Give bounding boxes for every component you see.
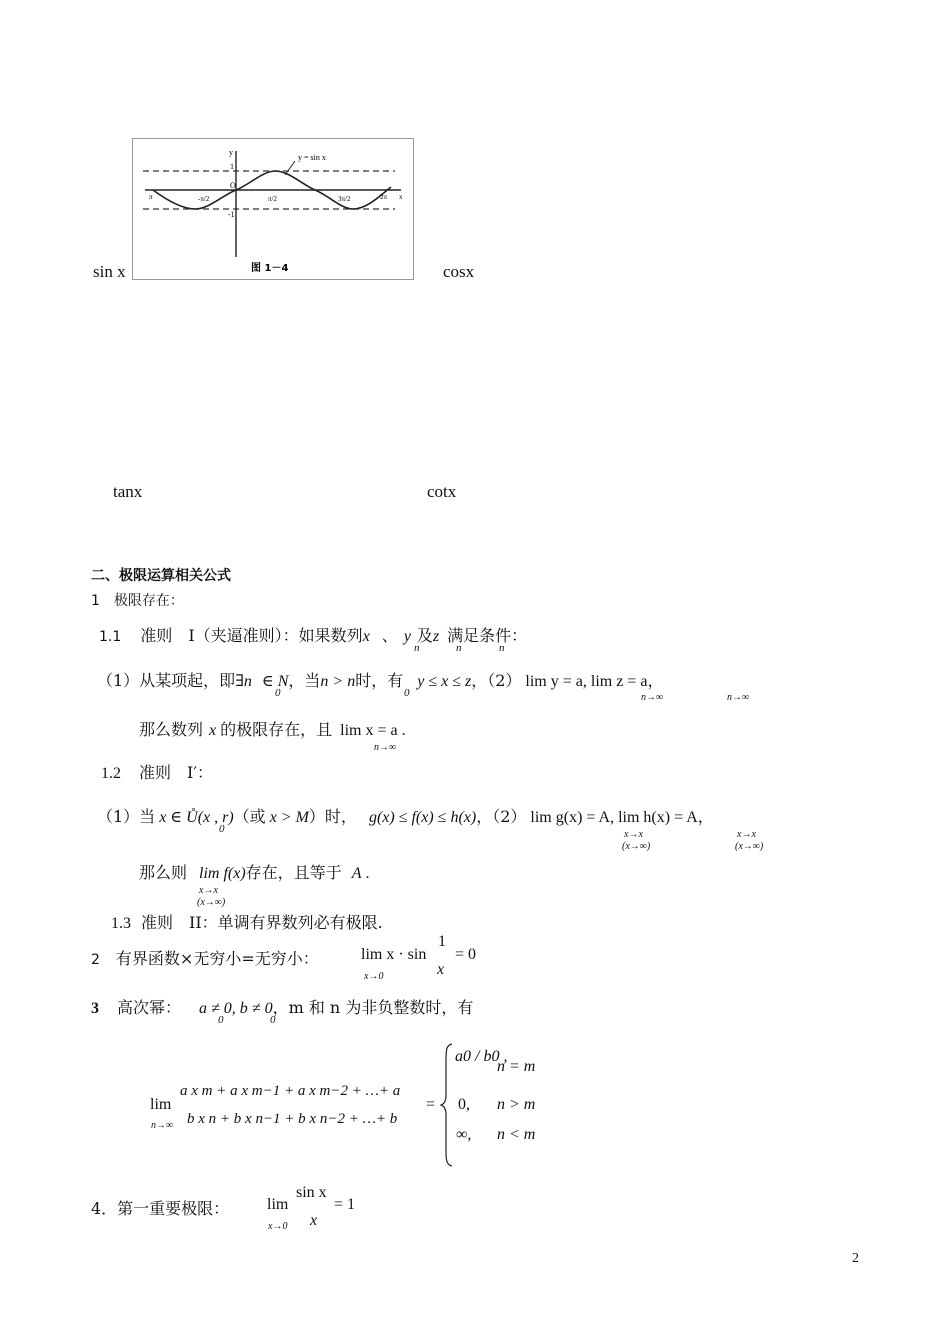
then1-line	[139, 717, 406, 740]
item2-frac-den: x	[437, 961, 445, 978]
cot-label: cotx	[427, 482, 457, 501]
case1-condition: n = m	[497, 1058, 536, 1075]
item4-frac-den: x	[310, 1212, 318, 1229]
cond2-lim-h-sub-b: (x→∞)	[735, 841, 764, 852]
then2-line	[139, 860, 369, 883]
then1-text-b: 的极限存在，且	[220, 720, 333, 739]
cond2-lead: （1）当	[97, 807, 156, 826]
x-tick-neg-half-pi: -π/2	[198, 195, 210, 203]
cond2-lim-g-sub-b: (x→∞)	[622, 841, 651, 852]
y-tick-neg1: -1	[228, 210, 235, 219]
case2-value: 0,	[458, 1096, 470, 1113]
bigformula-eq: =	[426, 1096, 436, 1113]
cond1-sub-n0: 0	[275, 687, 281, 699]
cond1-part2: ，（2）	[471, 671, 522, 690]
item4-eq: = 1	[334, 1196, 356, 1213]
figure-caption: 图 1－4	[251, 263, 289, 274]
cond1-n-gt: n > n	[320, 673, 356, 690]
item1-heading: 1 极限存在：	[91, 593, 184, 609]
cond2-lim-h: lim h(x) = A	[618, 809, 698, 826]
y-tick-1: 1	[230, 162, 234, 171]
cond1-lead: （1）从某项起，即	[97, 671, 236, 690]
item2-frac-num: 1	[438, 933, 446, 950]
cond2-part2: ，（2）	[476, 807, 527, 826]
section-title: 二、极限运算相关公式	[91, 568, 231, 584]
cond1-tail: ，	[647, 671, 664, 690]
cond2-lim-g-sub-a: x→x	[624, 829, 643, 840]
cond2-line	[97, 804, 714, 827]
then2-A: A	[351, 865, 362, 882]
item4-lim: lim	[267, 1196, 289, 1213]
rule11-num: 1.1	[99, 629, 122, 645]
then1-lim-sub: n→∞	[374, 742, 397, 753]
item4-text: 4．第一重要极限：	[91, 1199, 230, 1218]
item2-eq: = 0	[455, 946, 477, 963]
item3-sub-a0: 0	[218, 1014, 224, 1026]
rule11-text-b: 满足条件：	[447, 626, 528, 645]
bigformula-denominator: b x n + b x n−1 + b x n−2 + …+ b	[187, 1111, 398, 1127]
cond1-lims: lim y = a, lim z = a	[525, 673, 648, 690]
curve-label: y = sin x	[298, 153, 326, 162]
case3-condition: n < m	[497, 1126, 536, 1143]
rule12-num: 1.2	[101, 765, 121, 782]
then1-lim: lim x = a	[340, 722, 398, 739]
cond2-lim-g: lim g(x) = A,	[530, 809, 615, 826]
cond2-x-in: x ∈ Ů(x , r)	[159, 809, 234, 826]
then1-dot: .	[401, 722, 406, 739]
cond1-when: ，当	[288, 671, 321, 690]
rule11-z: z	[432, 628, 440, 645]
bigformula-numerator: a x m + a x m−1 + a x m−2 + …+ a	[180, 1083, 401, 1099]
rule12-text: 准则 I′：	[139, 763, 213, 782]
item2-lim: lim x · sin	[361, 946, 427, 963]
item4-frac-num: sin x	[296, 1184, 327, 1201]
x-tick-2pi: 2π	[380, 193, 388, 201]
origin-label: O	[230, 181, 236, 190]
cond1-ineq: y ≤ x ≤ z	[417, 673, 472, 690]
rule11-sep: 、	[381, 626, 398, 645]
y-axis-label: y	[229, 148, 233, 157]
then2-lim-sub-a: x→x	[199, 885, 218, 896]
item2-line	[91, 946, 319, 969]
cond2-x-gt: x > M	[269, 809, 309, 826]
item4-lim-sub: x→0	[268, 1221, 288, 1232]
case3-value: ∞,	[456, 1126, 472, 1143]
cond2-sub-x0: 0	[219, 823, 225, 835]
then2-lim-sub-b: (x→∞)	[197, 897, 226, 908]
sine-graph	[133, 139, 413, 279]
cond1-lim1-sub: n→∞	[641, 692, 664, 703]
case1-value: a0 / b0 ,	[455, 1048, 508, 1065]
cond2-lim-h-sub-a: x→x	[737, 829, 756, 840]
item3-sub-b0: 0	[270, 1014, 276, 1026]
then2-lim: lim f(x)	[199, 865, 246, 882]
item3-line	[91, 995, 473, 1018]
sin-label: sin x	[93, 262, 126, 281]
item3-num: 3	[91, 1000, 99, 1017]
cos-label: cosx	[443, 262, 475, 281]
cases-brace	[440, 1043, 454, 1167]
rule11-and: 及	[416, 626, 433, 645]
x-axis-label: x	[399, 193, 403, 201]
rule11-text-a: 准则 I（夹逼准则）：如果数列	[140, 626, 363, 645]
rule13-text: 准则 II：单调有界数列必有极限.	[141, 913, 383, 932]
rule13-num: 1.3	[111, 915, 131, 932]
rule11-x: x	[362, 628, 370, 645]
item3-cond: a ≠ 0, b ≠ 0	[199, 1000, 273, 1017]
rule11-sub-z: n	[499, 642, 505, 654]
case2-condition: n > m	[497, 1096, 536, 1113]
cond2-or: （或	[233, 807, 266, 826]
then2-text-a: 那么则	[139, 863, 188, 882]
cond1-time: 时，有	[355, 671, 404, 690]
curve-label-leader	[285, 161, 295, 175]
then2-text-b: 存在，且等于	[245, 863, 342, 882]
tan-label: tanx	[113, 482, 143, 501]
x-tick-three-half-pi: 3π/2	[338, 195, 351, 203]
rule12-line	[101, 760, 213, 783]
bigformula-lim: lim	[150, 1096, 172, 1113]
then1-text-a: 那么数列	[139, 720, 204, 739]
item2-lim-sub: x→0	[364, 971, 384, 982]
x-tick-half-pi: π/2	[268, 195, 277, 203]
item2-num: 2	[91, 952, 100, 968]
cond1-in-n: ∈ N	[261, 673, 289, 690]
bigformula-lim-sub: n→∞	[151, 1120, 174, 1131]
rule13-line	[111, 910, 383, 933]
then2-dot: .	[365, 865, 370, 882]
cond2-tail: ，	[697, 807, 714, 826]
cond1-line	[97, 668, 663, 691]
then1-x: x	[209, 722, 217, 739]
cond2-time: ）时，	[308, 807, 357, 826]
x-tick-neg-pi: π	[149, 193, 153, 201]
page-number: 2	[852, 1251, 859, 1266]
cond1-lim2-sub: n→∞	[727, 692, 750, 703]
rule11-y: y	[403, 628, 411, 645]
item3-text-b: ，m 和 n 为非负整数时，有	[272, 998, 474, 1017]
cond1-exists: ∃n	[235, 673, 252, 690]
sine-graph-figure	[132, 138, 414, 280]
rule11-sub-y: n	[456, 642, 462, 654]
rule11-sub-x: n	[414, 642, 420, 654]
cond1-sub-n0b: 0	[404, 687, 410, 699]
item2-text: 有界函数×无穷小=无穷小：	[115, 949, 319, 968]
rule11-line	[99, 623, 527, 646]
cond2-ineq: g(x) ≤ f(x) ≤ h(x)	[368, 809, 477, 826]
item3-text-a: 高次幂：	[117, 998, 182, 1017]
